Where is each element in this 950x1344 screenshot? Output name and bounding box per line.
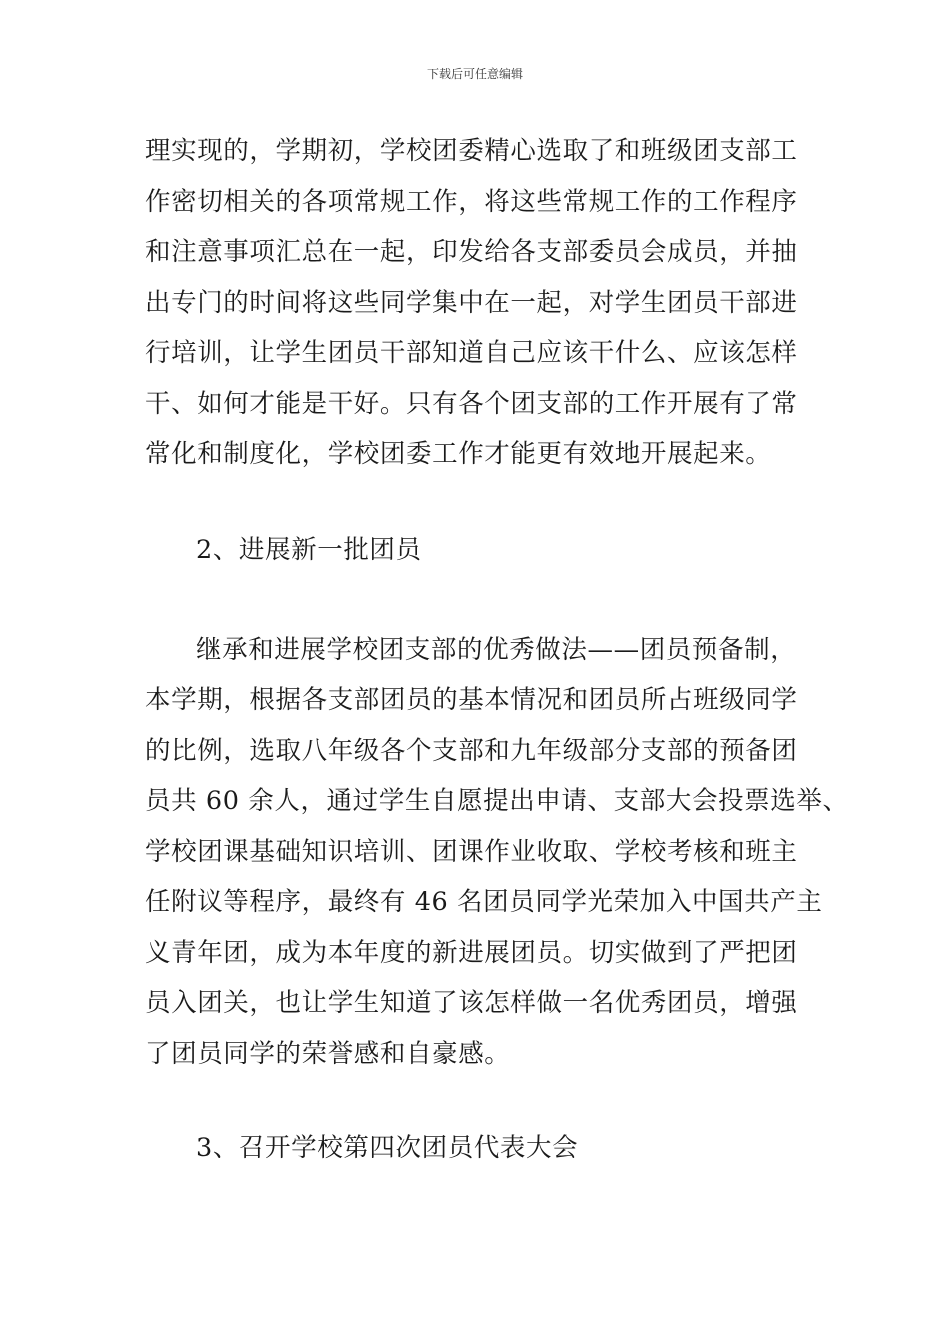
paragraph-1-line-4: 出专门的时间将这些同学集中在一起，对学生团员干部进 [145,288,798,318]
paragraph-1-line-1: 理实现的，学期初，学校团委精心选取了和班级团支部工 [145,136,798,166]
section-heading-2: 2、进展新一批团员 [196,535,422,565]
paragraph-2-line-5: 学校团课基础知识培训、团课作业收取、学校考核和班主 [145,837,798,867]
paragraph-2-line-8: 员入团关，也让学生知道了该怎样做一名优秀团员，增强 [145,988,798,1018]
paragraph-1-line-5: 行培训，让学生团员干部知道自己应该干什么、应该怎样 [145,338,798,368]
page-header: 下载后可任意编辑 [426,67,523,81]
paragraph-2-line-3: 的比例，选取八年级各个支部和九年级部分支部的预备团 [145,736,798,766]
paragraph-2-line-1: 继承和进展学校团支部的优秀做法——团员预备制， [196,635,797,665]
paragraph-2-line-6: 任附议等程序，最终有 46 名团员同学光荣加入中国共产主 [145,887,823,917]
paragraph-2-line-9: 了团员同学的荣誉感和自豪感。 [145,1039,511,1069]
section-heading-3: 3、召开学校第四次团员代表大会 [196,1133,579,1163]
paragraph-2-line-7: 义青年团，成为本年度的新进展团员。切实做到了严把团 [145,938,798,968]
paragraph-1-line-3: 和注意事项汇总在一起，印发给各支部委员会成员，并抽 [145,237,798,267]
paragraph-2-line-2: 本学期，根据各支部团员的基本情况和团员所占班级同学 [145,685,798,715]
paragraph-2-line-4: 员共 60 余人，通过学生自愿提出申请、支部大会投票选举、 [145,786,849,816]
paragraph-1-line-7: 常化和制度化，学校团委工作才能更有效地开展起来。 [145,439,772,469]
paragraph-1-line-6: 干、如何才能是干好。只有各个团支部的工作开展有了常 [145,389,798,419]
paragraph-1-line-2: 作密切相关的各项常规工作，将这些常规工作的工作程序 [145,187,798,217]
